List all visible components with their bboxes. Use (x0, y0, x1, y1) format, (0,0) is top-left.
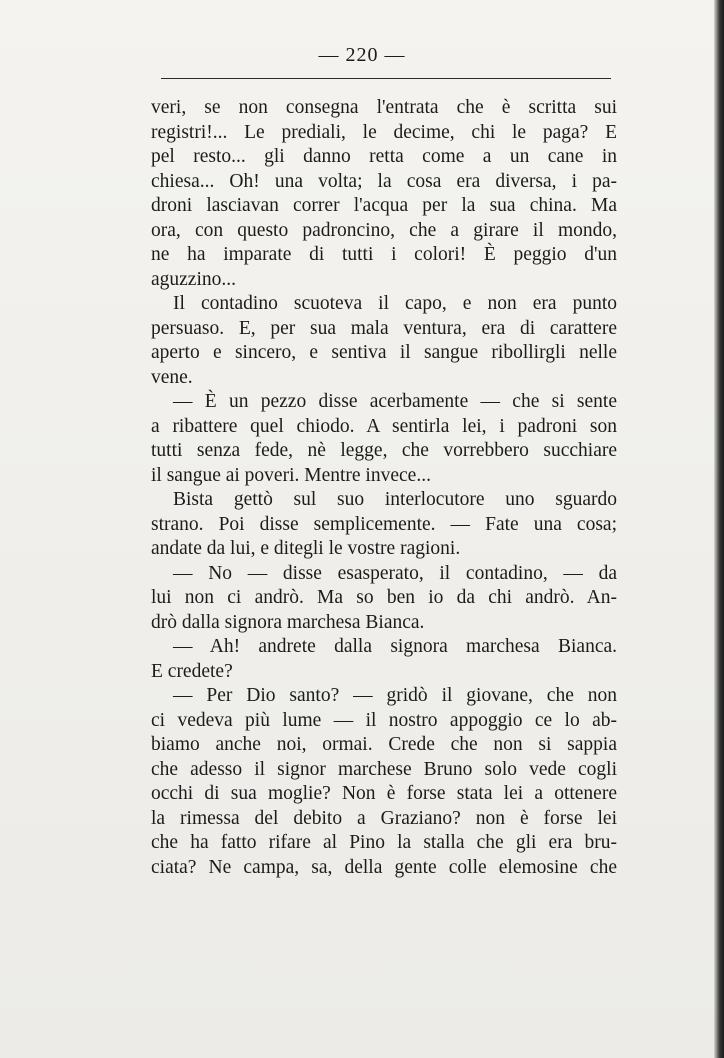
text-line: drò dalla signora marchesa Bianca. (151, 611, 425, 633)
page-number: — 220 — (318, 44, 406, 66)
text-line: registri!... Le prediali, le decime, chi le paga? E (151, 121, 617, 143)
text-line: occhi di sua moglie? Non è forse stata lei a ottenere (151, 783, 617, 804)
text-line: — Ah! andrete dalla signora marchesa Bianca. (173, 636, 617, 657)
text-line: — Per Dio santo? — gridò il giovane, che non (173, 685, 617, 706)
text-line: biamo anche noi, ormai. Crede che non si sappia (151, 734, 617, 755)
text-line: veri, se non consegna l'entrata che è scritta sui (151, 97, 617, 118)
text-line: pel resto... gli danno retta come a un cane in (151, 146, 617, 167)
text-line: che adesso il signor marchese Bruno solo vede cogli (151, 758, 617, 780)
header-rule (161, 78, 611, 79)
text-line: strano. Poi disse semplicemente. — Fate una cosa; (151, 513, 617, 535)
text-line: ora, con questo padroncino, che a girare il mondo, (151, 219, 617, 241)
text-line: ne ha imparate di tutti i colori! È peggio d'un (151, 244, 617, 265)
text-line: aguzzino... (151, 268, 237, 290)
text-line: andate da lui, e ditegli le vostre ragioni. (151, 538, 461, 559)
text-line: a ribattere quel chiodo. A sentirla lei, i padroni son (151, 415, 617, 437)
text-line: vene. (151, 366, 193, 388)
text-line: ci vedeva più lume — il nostro appoggio ce lo ab- (151, 709, 617, 731)
text-line: chiesa... Oh! una volta; la cosa era diversa, i pa- (151, 170, 617, 192)
text-line: aperto e sincero, e sentiva il sangue ribollirgli nelle (151, 342, 617, 363)
text-line: E credete? (151, 660, 233, 682)
text-line: droni lasciavan correr l'acqua per la sua china. Ma (151, 195, 617, 216)
text-line: Il contadino scuoteva il capo, e non era punto (173, 293, 617, 314)
text-line: la rimessa del debito a Graziano? non è forse lei (151, 807, 617, 829)
text-line: il sangue ai poveri. Mentre invece... (151, 464, 431, 486)
text-line: lui non ci andrò. Ma so ben io da chi andrò. An- (151, 587, 617, 608)
text-line: Bista gettò sul suo interlocutore uno sguardo (173, 489, 617, 510)
page-edge-shadow (714, 0, 724, 1058)
text-line: — No — disse esasperato, il contadino, — da (173, 562, 617, 584)
body-text (151, 96, 617, 880)
text-line: ciata? Ne campa, sa, della gente colle elemosine che (151, 856, 617, 878)
text-line: — È un pezzo disse acerbamente — che si sente (173, 391, 617, 412)
text-line: che ha fatto rifare al Pino la stalla che gli era bru- (151, 832, 617, 853)
text-line: persuaso. E, per sua mala ventura, era di carattere (151, 317, 617, 339)
text-line: tutti senza fede, nè legge, che vorrebbero succhiare (151, 440, 617, 461)
